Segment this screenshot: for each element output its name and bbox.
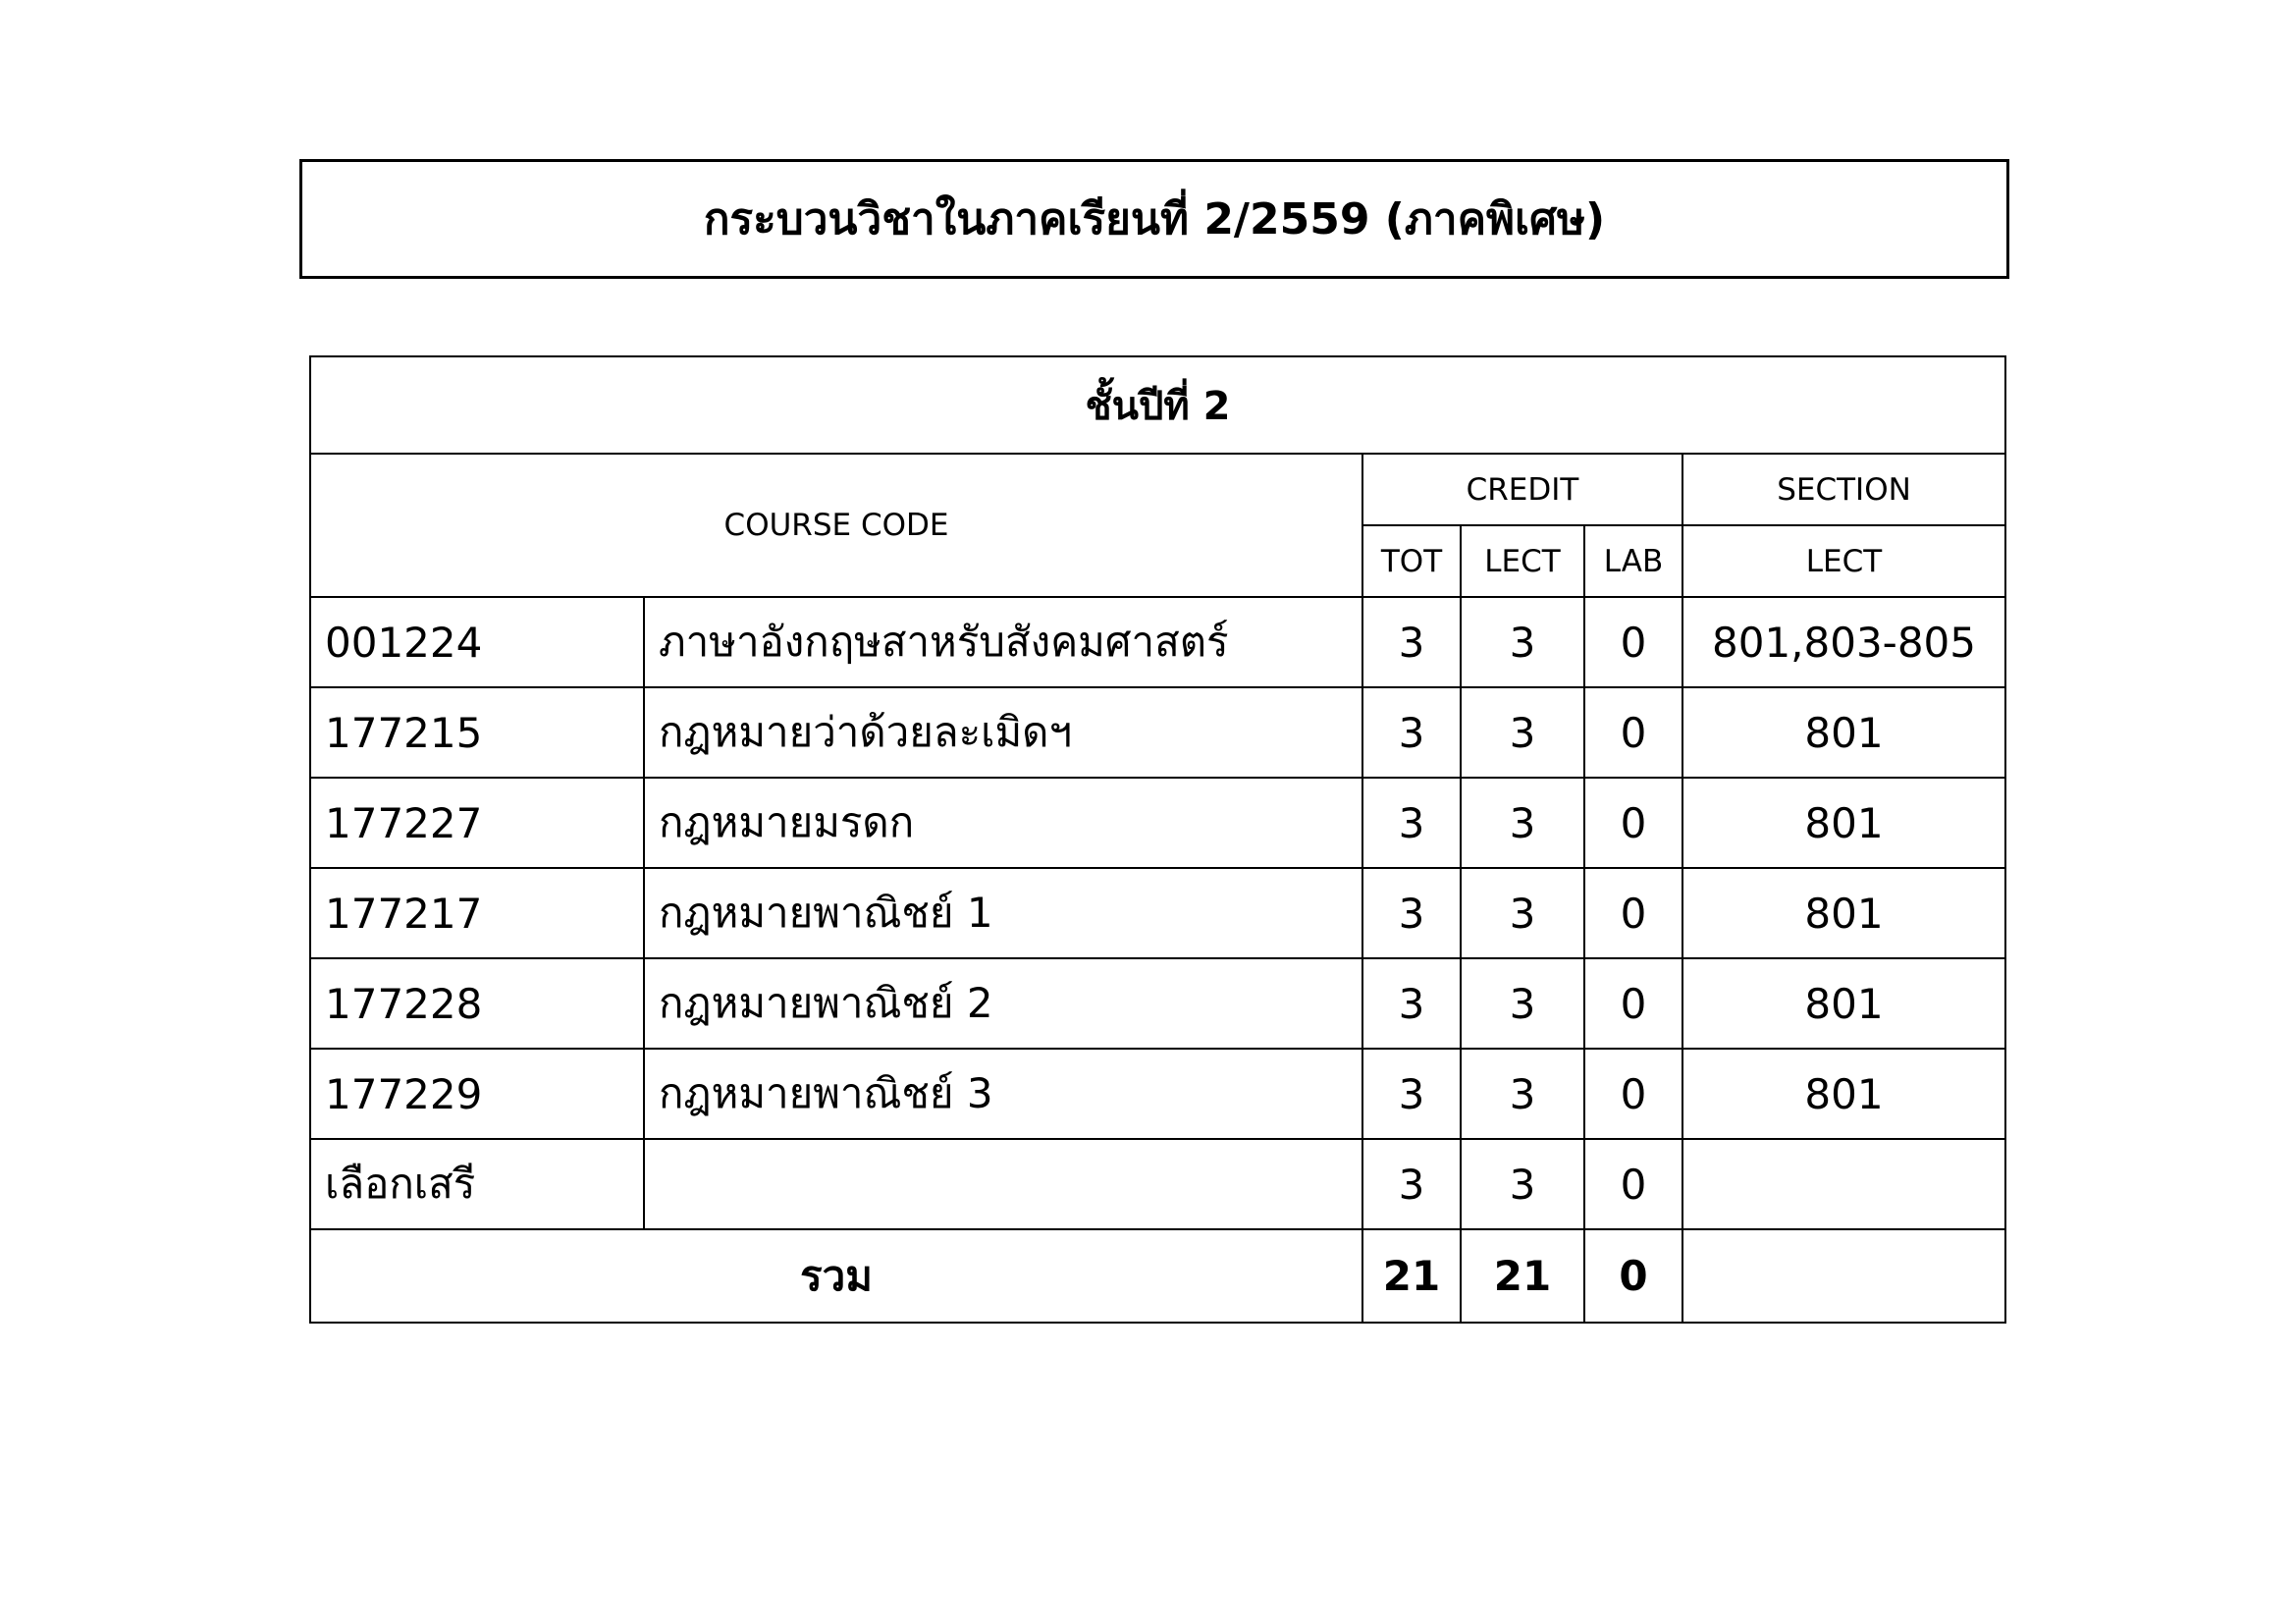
year-header-row — [310, 356, 2005, 454]
course-code: 177215 — [310, 687, 644, 778]
credit-tot: 3 — [1362, 1049, 1461, 1139]
course-code: 177217 — [310, 868, 644, 958]
credit-lab: 0 — [1584, 868, 1682, 958]
total-row — [310, 1229, 2005, 1323]
section-lect: 801 — [1682, 687, 2005, 778]
credit-tot: 3 — [1362, 1139, 1461, 1229]
total-lect: 21 — [1461, 1229, 1584, 1323]
course-name: กฎหมายพาณิชย์ 1 — [644, 868, 1362, 958]
credit-lect: 3 — [1461, 1139, 1584, 1229]
table-row — [310, 958, 2005, 1049]
table-row — [310, 1139, 2005, 1229]
course-table — [309, 355, 2006, 1324]
course-code: 177228 — [310, 958, 644, 1049]
section-lect: 801 — [1682, 1049, 2005, 1139]
total-tot: 21 — [1362, 1229, 1461, 1323]
year-label: ชั้นปีที่ 2 — [310, 356, 2005, 454]
table-row — [310, 687, 2005, 778]
header-course-code: COURSE CODE — [310, 454, 1362, 597]
table-row — [310, 868, 2005, 958]
credit-lect: 3 — [1461, 778, 1584, 868]
credit-lab: 0 — [1584, 958, 1682, 1049]
course-code: 177229 — [310, 1049, 644, 1139]
header-tot: TOT — [1362, 525, 1461, 597]
credit-tot: 3 — [1362, 778, 1461, 868]
table-row — [310, 597, 2005, 687]
course-name: ภาษาอังกฤษสาหรับสังคมศาสตร์ — [644, 597, 1362, 687]
credit-lab: 0 — [1584, 778, 1682, 868]
section-lect — [1682, 1139, 2005, 1229]
section-lect: 801 — [1682, 958, 2005, 1049]
header-lect: LECT — [1461, 525, 1584, 597]
course-name — [644, 1139, 1362, 1229]
course-name: กฎหมายว่าด้วยละเมิดฯ — [644, 687, 1362, 778]
course-code: เลือกเสรี — [310, 1139, 644, 1229]
course-name: กฎหมายมรดก — [644, 778, 1362, 868]
header-lab: LAB — [1584, 525, 1682, 597]
credit-tot: 3 — [1362, 868, 1461, 958]
credit-lect: 3 — [1461, 597, 1584, 687]
credit-lect: 3 — [1461, 1049, 1584, 1139]
section-lect: 801,803-805 — [1682, 597, 2005, 687]
course-code: 001224 — [310, 597, 644, 687]
credit-tot: 3 — [1362, 687, 1461, 778]
credit-tot: 3 — [1362, 958, 1461, 1049]
credit-tot: 3 — [1362, 597, 1461, 687]
course-code: 177227 — [310, 778, 644, 868]
credit-lab: 0 — [1584, 687, 1682, 778]
total-label: รวม — [310, 1229, 1362, 1323]
credit-lab: 0 — [1584, 1049, 1682, 1139]
credit-lab: 0 — [1584, 597, 1682, 687]
table-row — [310, 1049, 2005, 1139]
course-name: กฎหมายพาณิชย์ 2 — [644, 958, 1362, 1049]
page-title: กระบวนวิชาในภาคเรียนที่ 2/2559 (ภาคพิเศษ) — [299, 159, 2009, 279]
total-lab: 0 — [1584, 1229, 1682, 1323]
header-section-lect: LECT — [1682, 525, 2005, 597]
header-credit: CREDIT — [1362, 454, 1682, 525]
table-row — [310, 778, 2005, 868]
credit-lect: 3 — [1461, 868, 1584, 958]
course-name: กฎหมายพาณิชย์ 3 — [644, 1049, 1362, 1139]
credit-lect: 3 — [1461, 687, 1584, 778]
header-section: SECTION — [1682, 454, 2005, 525]
section-lect: 801 — [1682, 868, 2005, 958]
header-row-1 — [310, 454, 2005, 525]
credit-lect: 3 — [1461, 958, 1584, 1049]
section-lect: 801 — [1682, 778, 2005, 868]
credit-lab: 0 — [1584, 1139, 1682, 1229]
total-section — [1682, 1229, 2005, 1323]
